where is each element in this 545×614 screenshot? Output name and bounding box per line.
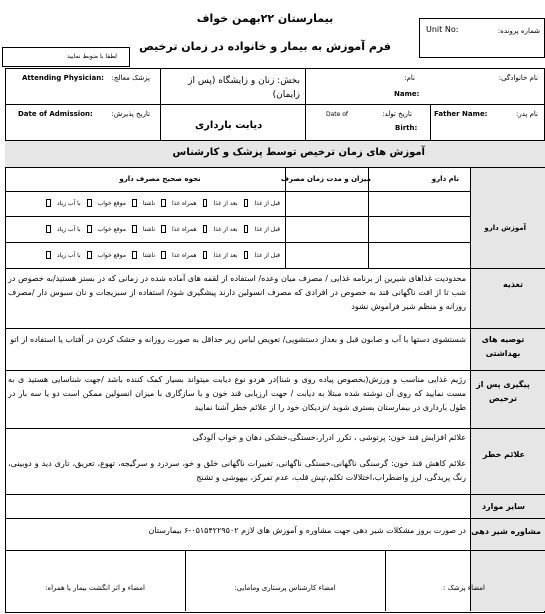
admission-label: تاریخ پذیرش: [111,110,150,118]
option-fasting[interactable]: ناشتا [142,199,156,207]
section-title-bar [5,141,545,168]
option-with-meal[interactable]: همراه غذا [171,251,197,259]
family-name-label: نام خانوادگی: [498,74,538,82]
drug-usage-row [40,248,280,262]
drug-usage-header: نحوه صحیح مصرف دارو [119,175,201,183]
option-with-meal[interactable]: همراه غذا [171,225,197,233]
physician-label: پزشک معالج: [111,74,150,82]
option-before-meal[interactable]: قبل از غذا [254,225,280,233]
diagnosis: دیابت بارداری [195,120,263,131]
option-fasting[interactable]: ناشتا [142,251,156,259]
birth-label: تاریخ تولد: [382,110,412,118]
hygiene-text: شستشوی دستها با آب و صابون قبل و بعداز دستشویی/ تعویض لباس زیر حداقل به صورت روزانه و خشک کردن در آفتاب یا استفاده از اتو [10,335,466,344]
drug-usage-row [40,222,280,236]
unit-number-box[interactable] [419,18,545,58]
hospital-name: بیمارستان ۲۲بهمن خواف [196,12,334,25]
name-label-en: Name: [394,90,420,98]
unit-no-label: Unit No: [426,25,459,34]
drug-row-label: آموزش دارو [484,224,526,232]
father-name-label-en: Father Name: [434,110,488,118]
option-with-water[interactable]: با آب زیاد [56,225,81,233]
breastfeeding-text: در صورت بروز مشکلات شیر دهی جهت مشاوره و آموزش های لازم ۰۵۱۵۴۲۲۹۵۰۲-۶ بیمارستان [148,526,466,535]
drug-usage-row [40,196,280,210]
danger-signs-label: علائم خطر [482,450,525,459]
nurse-signature[interactable]: امضاء کارشناس پرستاری ومامایی: [234,584,336,592]
drug-name-header: نام دارو [431,175,459,183]
option-bedtime[interactable]: موقع خواب [97,199,126,207]
option-with-meal[interactable]: همراه غذا [171,199,197,207]
nutrition-label: تغذیه [503,280,523,289]
hypoglycemia-signs: علائم کاهش قند خون: گرسنگی ناگهانی،خستگی ناگهانی، تغییرات ناگهانی خلق و خو، سردرد و سرگیجه، تهوع، تعریق، تاری دید و دوبینی، رنگ پریدگی، لرز واضطراب،اختلالات تکلم،تپش قلب، عدم تمرکز، بیهوشی و تشنج [8,459,466,482]
father-name-label: نام پدر: [515,110,538,118]
name-label: نام: [404,74,415,82]
breastfeeding-label: مشاوره شیر دهی [471,527,541,536]
other-items-label: سایر موارد [481,502,525,511]
ward-field [165,74,300,102]
ward-label: بخش: [277,76,300,86]
option-bedtime[interactable]: موقع خواب [97,225,126,233]
option-with-water[interactable]: با آب زیاد [56,199,81,207]
patient-signature[interactable]: امضاء و اثر انگشت بیمار یا همراه: [45,584,145,592]
ward-value: زنان و زایشگاه (پس از زایمان) [188,76,300,100]
option-before-meal[interactable]: قبل از غذا [254,251,280,259]
nutrition-text: محدودیت غذاهای شیرین از برنامه غذایی / مصرف میان وعده/ استفاده از لقمه های آماده شده در زمانی که در بستر هستید/به خصوص در شب تا از افت ناگهانی قند به خصوص در افرادی که مصرف انسولین دارند پیشگیری شود/ استفاده از سبزیجات و نان سبوس دار /مصرف روزانه و منظم شیر فراموش نشود [8,274,466,311]
stamp-box [2,47,130,67]
hyperglycemia-signs: علائم افزایش قند خون: پرنوشی ، تکرر ادرار،خستگی،خشکی دهان و خواب آلودگی [192,433,466,442]
option-bedtime[interactable]: موقع خواب [97,251,126,259]
option-after-meal[interactable]: بعد از غذا [213,251,238,259]
section-title: آموزش های زمان ترخیص توسط پزشک و کارشناس [172,147,425,158]
option-with-water[interactable]: با آب زیاد [56,251,81,259]
stamp-note: لطفا با ضوبط نمایید [67,53,117,60]
admission-label-en: Date of Admission: [18,110,93,118]
form-title: فرم آموزش به بیمار و خانواده در زمان ترخیص [139,40,391,53]
physician-label-en: Attending Physician: [22,74,104,82]
physician-signature[interactable]: امضاء پزشک : [443,584,485,592]
file-no-label: شماره پرونده: [497,27,540,35]
followup-text: رژیم غذایی مناسب و ورزش(بخصوص پیاده روی و شنا)در هردو نوع دیابت میتواند بسیار کمک کننده باشد /جهت شناسایی هستید ی به مست نمایید که روی آن نوشته شده مبتلا به دیابت / جهت ارزیابی قند خون و یا سازگاری با میزان انسولین ممکن است دو یا سه بار در طول بارداری در بیمارستان بستری شوید /نزدیکان خود را از علائم خطر آشنا نمایید [8,375,466,412]
option-before-meal[interactable]: قبل از غذا [254,199,280,207]
followup-label: پیگیری پس از ترخیص [476,380,530,403]
birth-label-en: Birth: [395,124,418,132]
option-after-meal[interactable]: بعد از غذا [213,199,238,207]
date-of-label: Date of [326,111,349,118]
option-fasting[interactable]: ناشتا [142,225,156,233]
drug-dose-header: میزان و مدت زمان مصرف [280,175,371,183]
hygiene-label: توصیه های بهداشتی [481,335,525,358]
option-after-meal[interactable]: بعد از غذا [213,225,238,233]
